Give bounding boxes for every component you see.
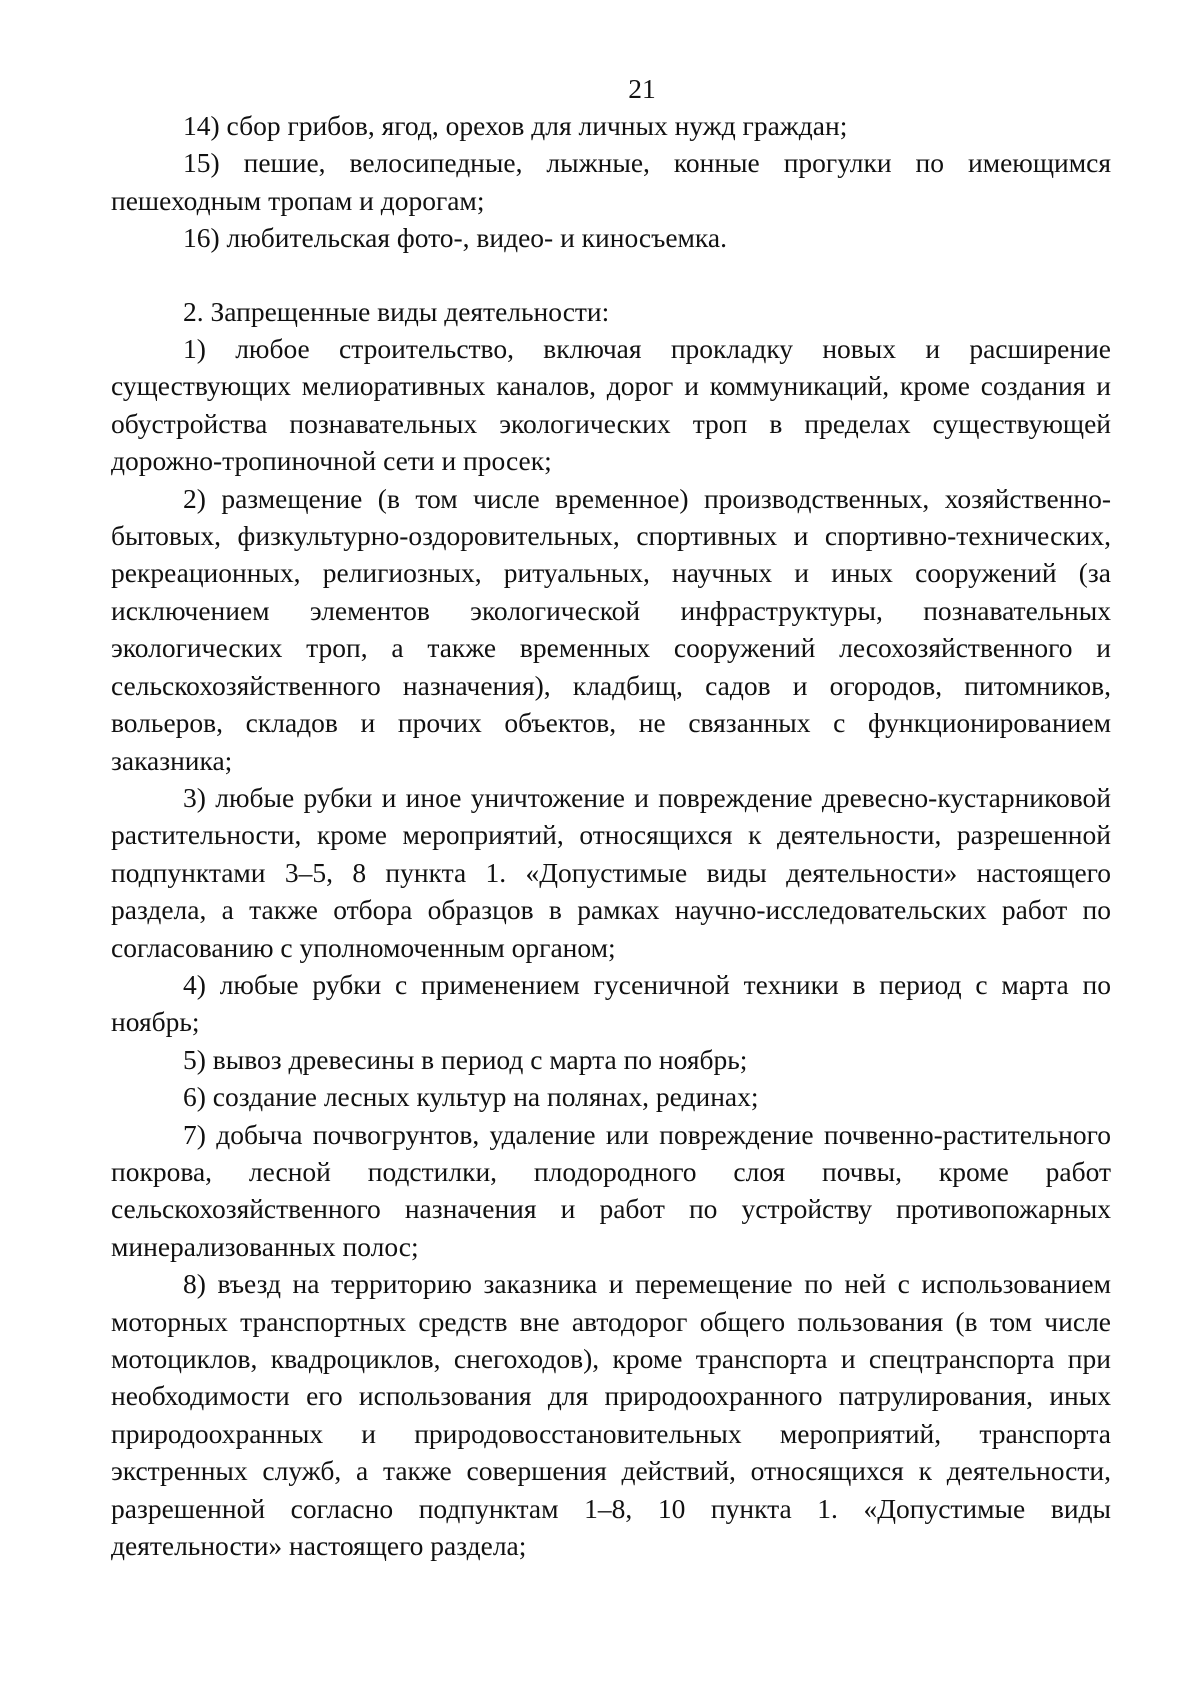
list-item-15: 15) пешие, велосипедные, лыжные, конные прогулки по имеющимся пешеходным тропам и дорогам; [111, 147, 1111, 216]
document-body [111, 107, 1111, 1564]
prohibited-item-3: 3) любые рубки и иное уничтожение и повреждение древесно-кустарниковой растительности, кроме мероприятий, относящихся к деятельности, разрешенной подпунктами 3–5, 8 пункта 1. «Допустимые виды деятельности» настоящего раздела, а также отбора образцов в рамках научно-исследовательских работ по согласованию с уполномоченным органом; [111, 781, 1111, 963]
prohibited-item-6: 6) создание лесных культур на полянах, рединах; [183, 1081, 759, 1113]
list-item-16: 16) любительская фото-, видео- и киносъемка. [183, 222, 727, 254]
prohibited-item-7: 7) добыча почвогрунтов, удаление или повреждение почвенно-растительного покрова, лесной подстилки, плодородного слоя почвы, кроме работ сельскохозяйственного назначения и работ по устройству противопожарных минерализованных полос; [111, 1118, 1111, 1262]
prohibited-item-5: 5) вывоз древесины в период с марта по ноябрь; [183, 1043, 748, 1075]
prohibited-item-4: 4) любые рубки с применением гусеничной техники в период с марта по ноябрь; [111, 968, 1111, 1038]
section-gap [111, 257, 1111, 293]
prohibited-item-2: 2) размещение (в том числе временное) производственных, хозяйственно-бытовых, физкультурно-оздоровительных, спортивных и спортивно-технических, рекреационных, религиозных, ритуальных, научных и иных сооружений (за исключением элементов экологической инфраструктуры, познавательных экологических троп, а также временных сооружений лесохозяйственного и сельскохозяйственного назначения), кладбищ, садов и огородов, питомников, вольеров, складов и прочих объектов, не связанных с функционированием заказника; [111, 482, 1111, 776]
section-heading-prohibited: 2. Запрещенные виды деятельности: [183, 295, 610, 327]
page-number: 21 [628, 73, 656, 104]
list-item-14: 14) сбор грибов, ягод, орехов для личных нужд граждан; [183, 110, 848, 141]
prohibited-item-8: 8) въезд на территорию заказника и перемещение по ней с использованием моторных транспортных средств вне автодорог общего пользования (в том числе мотоциклов, квадроциклов, снегоходов), кроме транспорта и спецтранспорта при необходимости его использования для природоохранного патрулирования, иных природоохранных и природовосстановительных мероприятий, транспорта экстренных служб, а также совершения действий, относящихся к деятельности, разрешенной согласно подпунктам 1–8, 10 пункта 1. «Допустимые виды деятельности» настоящего раздела; [111, 1268, 1111, 1562]
prohibited-item-1: 1) любое строительство, включая прокладку новых и расширение существующих мелиоративных каналов, дорог и коммуникаций, кроме создания и обустройства познавательных экологических троп в пределах существующей дорожно-тропиночной сети и просек; [111, 333, 1111, 477]
